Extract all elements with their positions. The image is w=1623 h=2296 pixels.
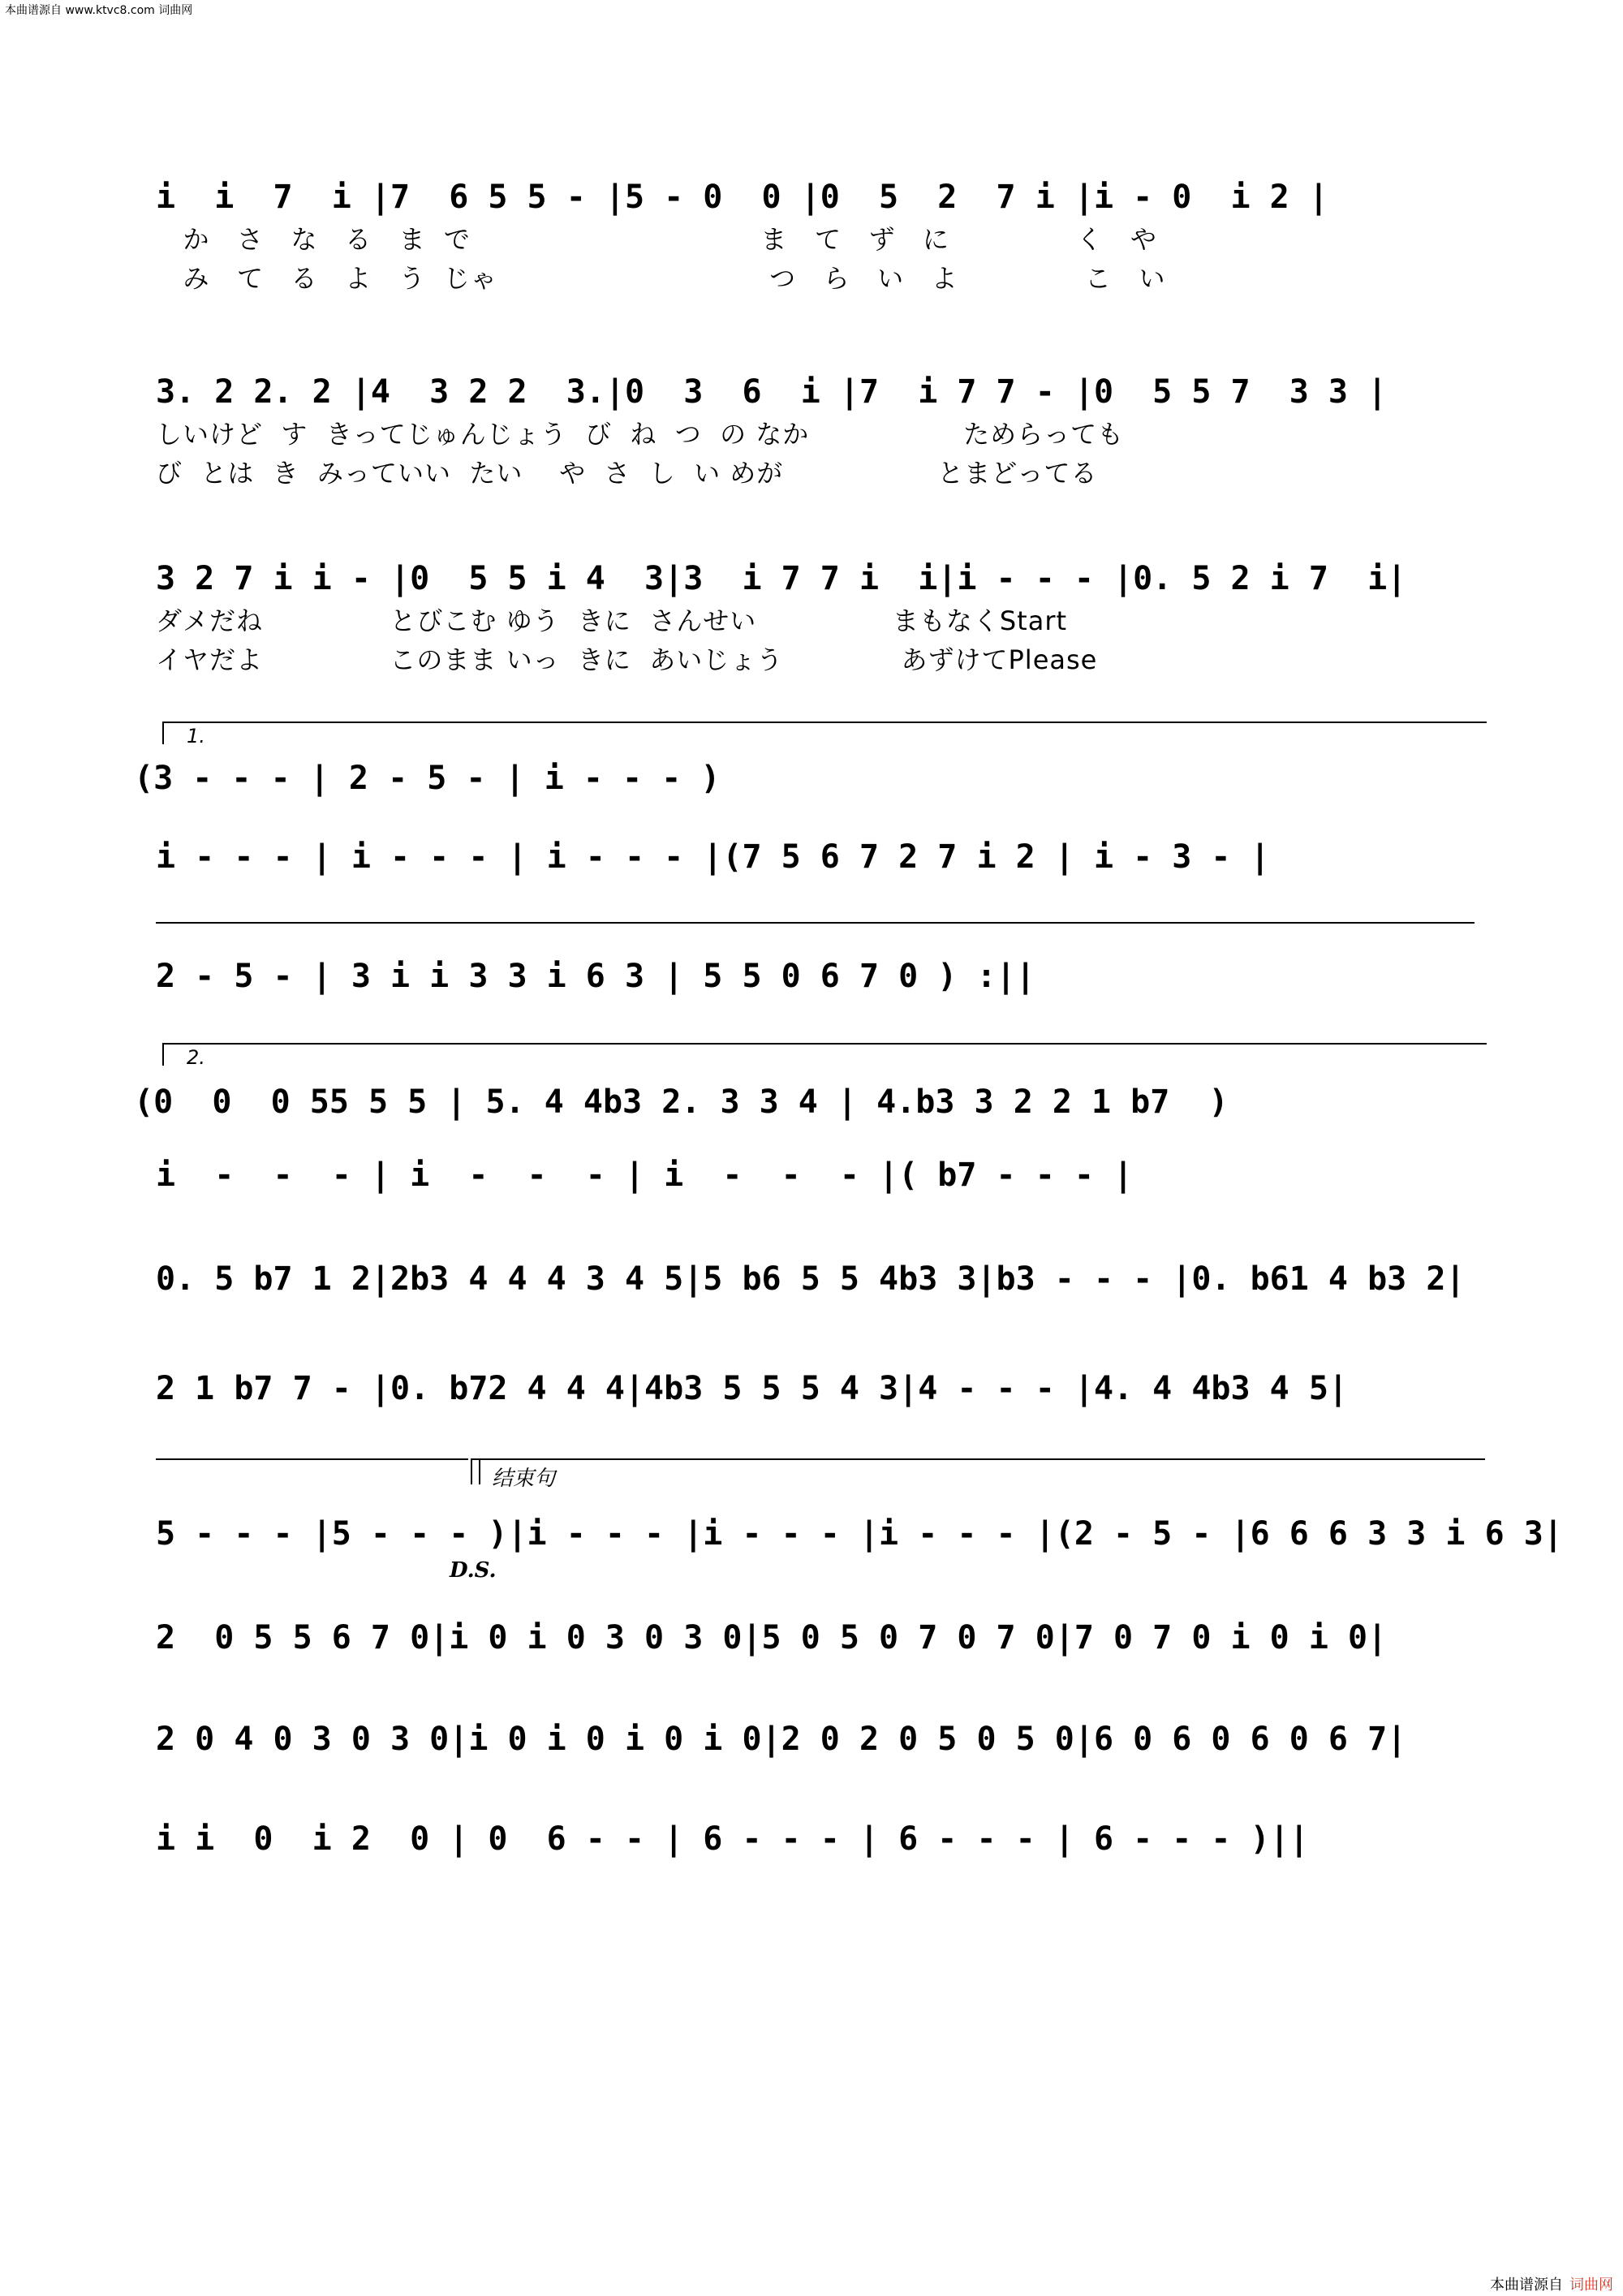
staff-rule [156, 1458, 468, 1460]
double-barline [471, 1460, 480, 1484]
lyric-verse-2: み て る よ う じゃ つ ら い よ こ い [156, 263, 1166, 294]
first-ending-label: 1. [187, 725, 205, 747]
notation: 5 - - - |5 - - - )|i - - - |i - - - |i - - - |(2 - 5 - |6 6 6 3 3 i 6 3| [156, 1515, 1563, 1553]
notation: 0. 5 b7 1 2|2b3 4 4 4 3 4 5|5 b6 5 5 4b3 3|b3 - - - |0. b61 4 b3 2| [156, 1260, 1466, 1298]
lyric-verse-2: び とは き みっていい たい や さ し い めが とまどってる [156, 458, 1098, 489]
notation: 2 0 5 5 6 7 0|i 0 i 0 3 0 3 0|5 0 5 0 7 0 7 0|7 0 7 0 i 0 i 0| [156, 1619, 1388, 1656]
second-ending-bracket [162, 1043, 1487, 1069]
notation: (0 0 0 55 5 5 | 5. 4 4b3 2. 3 3 4 | 4.b3 3 2 2 1 b7 ) [134, 1083, 1229, 1121]
notation: 2 1 b7 7 - |0. b72 4 4 4|4b3 5 5 5 4 3|4 - - - |4. 4 4b3 4 5| [156, 1370, 1349, 1407]
coda-label: 结束句 [492, 1467, 556, 1491]
first-ending-bracket [162, 722, 1487, 747]
notation: 3. 2 2. 2 |4 3 2 2 3.|0 3 6 i |7 i 7 7 - |0 5 5 7 3 3 | [156, 373, 1388, 411]
notation: i i 7 i |7 6 5 5 - |5 - 0 0 |0 5 2 7 i |i - 0 i 2 | [156, 179, 1328, 216]
notation: (3 - - - | 2 - 5 - | i - - - ) [134, 760, 721, 797]
footer-source: 本曲谱源自 [1490, 2277, 1563, 2294]
notation: 3 2 7 i i - |0 5 5 i 4 3|3 i 7 7 i i|i - - - |0. 5 2 i 7 i| [156, 560, 1407, 597]
notation: 2 - 5 - | 3 i i 3 3 i 6 3 | 5 5 0 6 7 0 ) :|| [156, 958, 1035, 995]
notation: i - - - | i - - - | i - - - |(7 5 6 7 2 7 i 2 | i - 3 - | [156, 838, 1270, 876]
header-watermark: 本曲谱源自 www.ktvc8.com 词曲网 [5, 4, 193, 17]
footer-brand: 词曲网 [1569, 2277, 1613, 2294]
notation: 2 0 4 0 3 0 3 0|i 0 i 0 i 0 i 0|2 0 2 0 5 0 5 0|6 0 6 0 6 0 6 7| [156, 1721, 1407, 1758]
lyric-verse-1: ダメだね とびこむ ゆう きに さんせい まもなくStart [156, 605, 1068, 636]
notation: i - - - | i - - - | i - - - |( b7 - - - | [156, 1157, 1134, 1194]
lyric-verse-1: か さ な る ま で ま て ず に く や [156, 224, 1157, 255]
second-ending-label: 2. [187, 1046, 205, 1069]
ds-marking: D.S. [450, 1558, 497, 1583]
coda-bracket [471, 1458, 1485, 1491]
notation: i i 0 i 2 0 | 0 6 - - | 6 - - - | 6 - - - | 6 - - - )|| [156, 1820, 1309, 1858]
lyric-verse-2: イヤだよ このまま いっ きに あいじょう あずけてPlease [156, 644, 1098, 675]
staff-rule [156, 922, 1474, 924]
footer [1490, 2273, 1613, 2294]
lyric-verse-1: しいけど す きってじゅんじょう び ね つ の なか ためらっても [156, 419, 1125, 450]
